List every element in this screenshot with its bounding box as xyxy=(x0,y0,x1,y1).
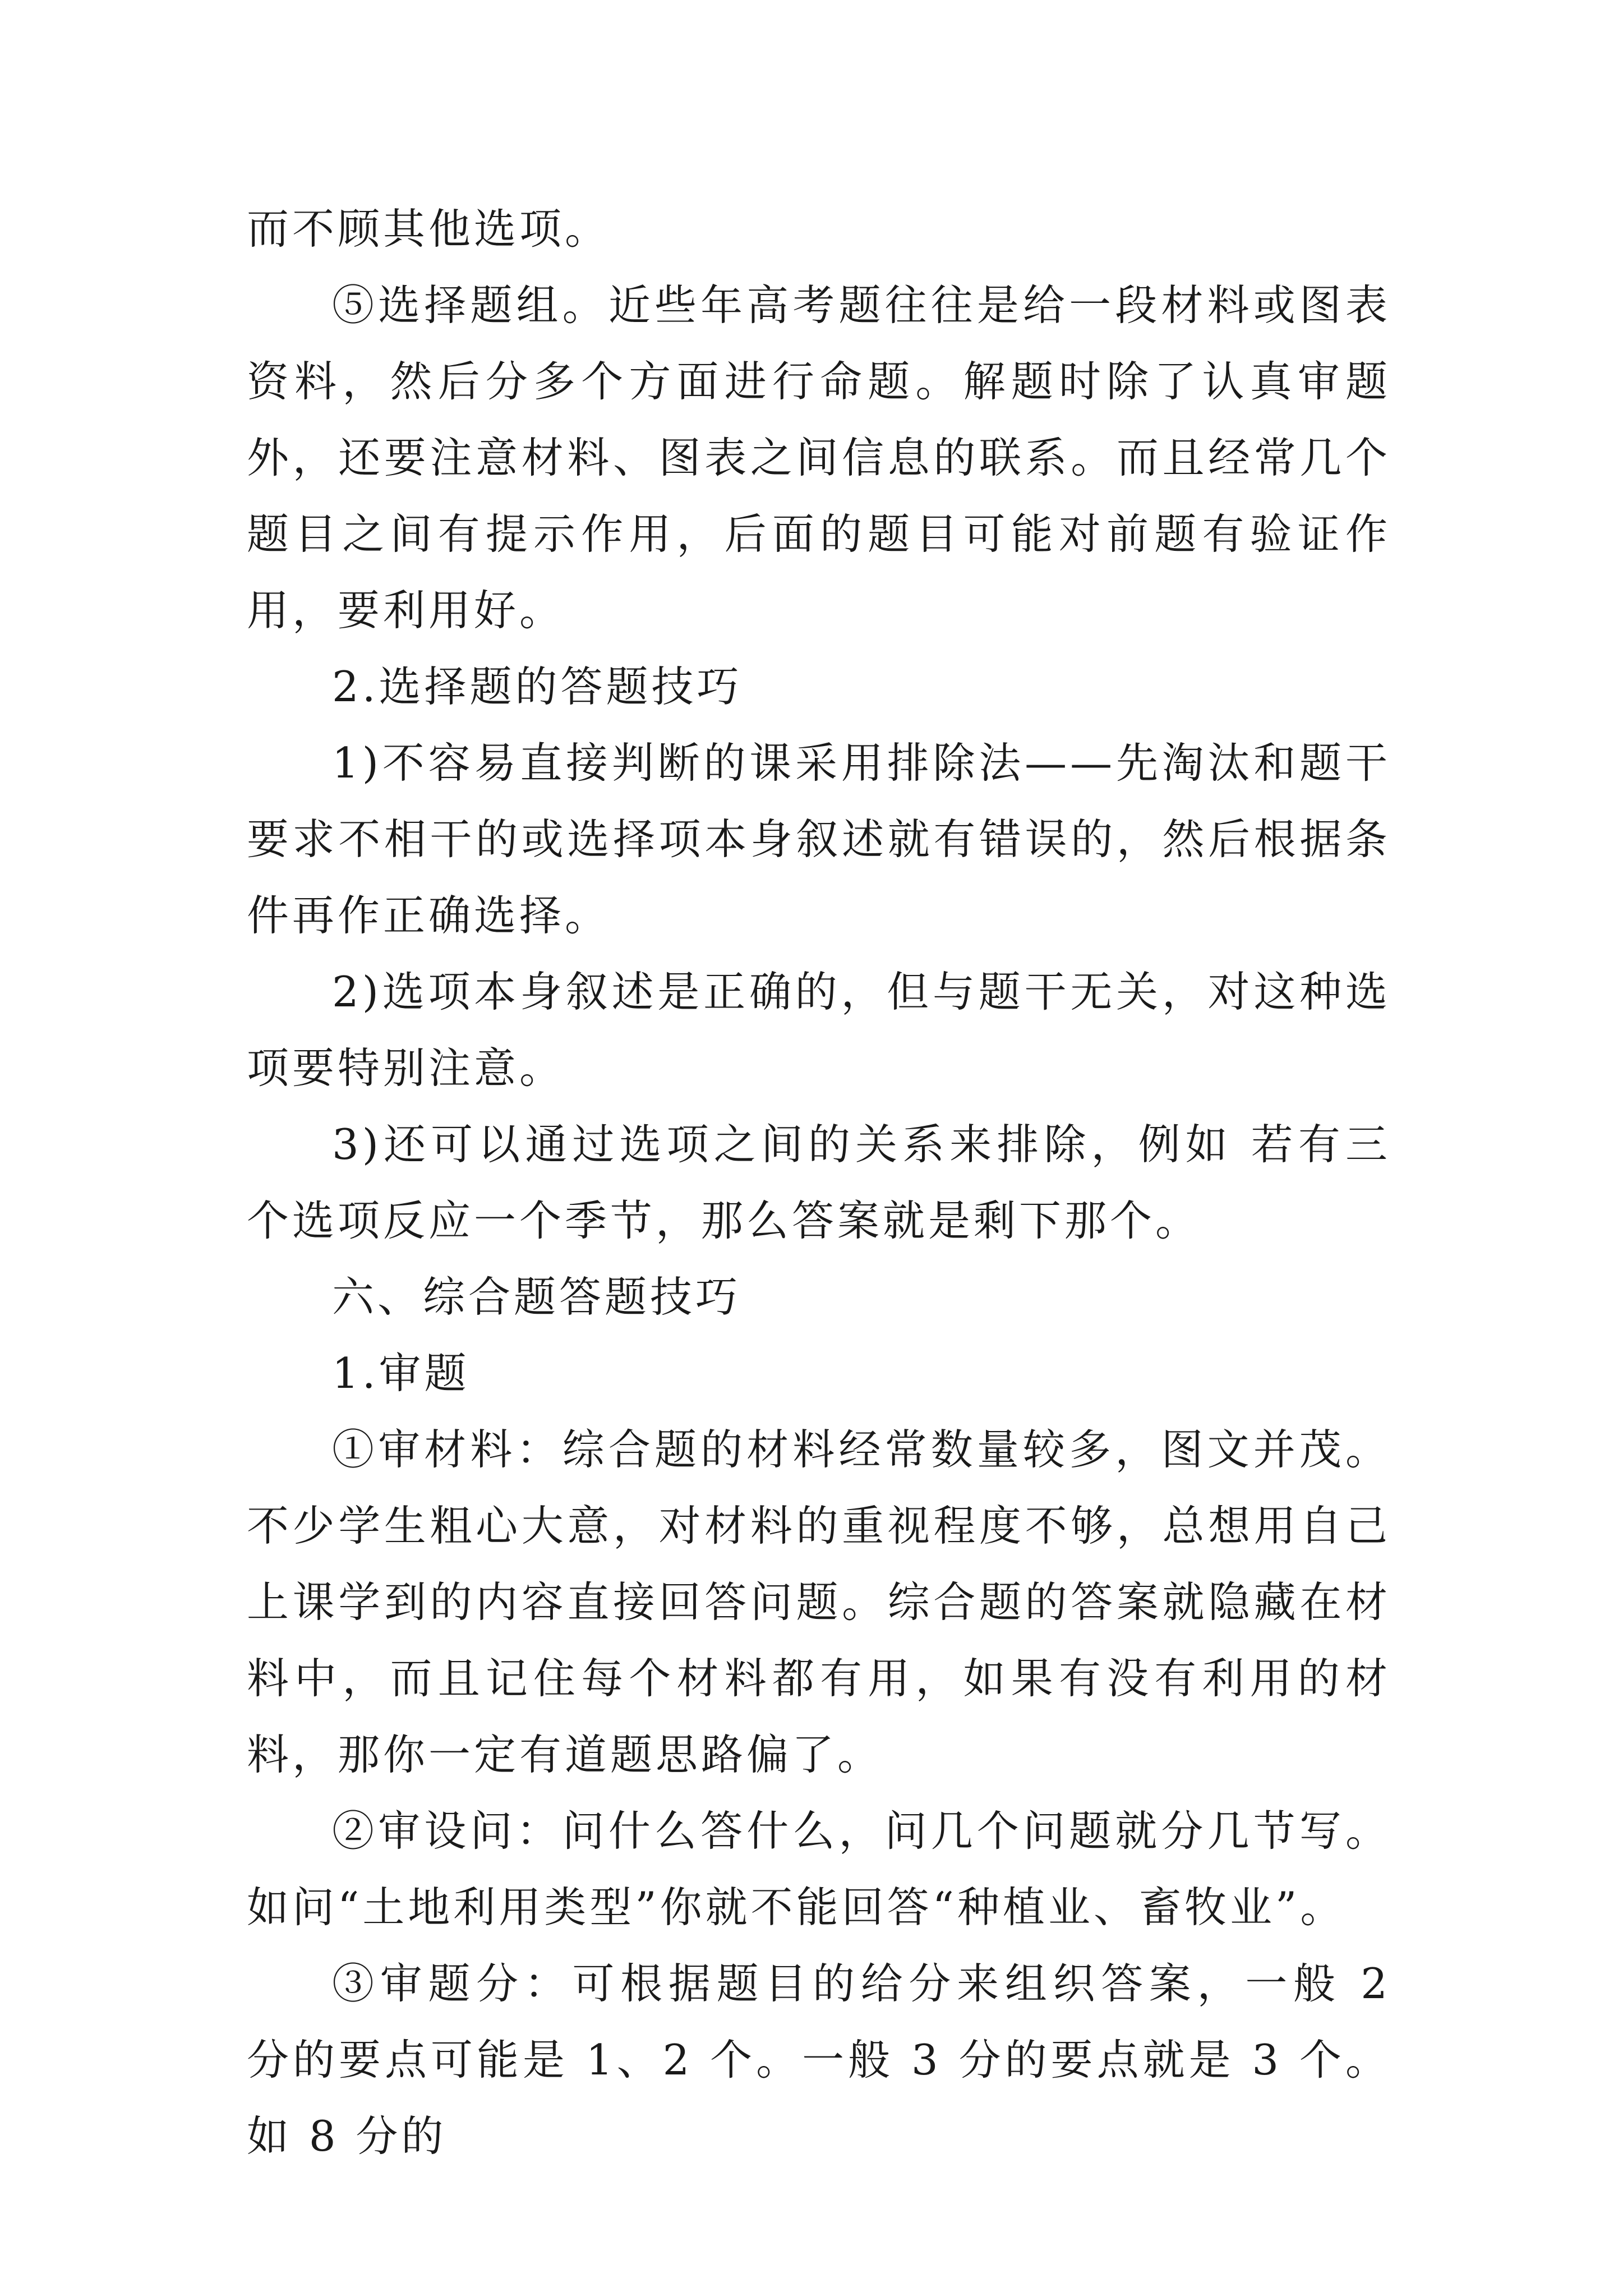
paragraph: 3)还可以通过选项之间的关系来排除，例如 若有三个选项反应一个季节，那么答案就是剩下那个。 xyxy=(247,1120,1391,1245)
paragraph: ③审题分：可根据题目的给分来组织答案，一般 2 分的要点可能是 1、2 个。一般 3 分的要点就是 3 个。如 8 分的 xyxy=(247,1959,1391,2161)
paragraph: 而不顾其他选项。 xyxy=(247,204,611,254)
section-heading: 六、综合题答题技巧 xyxy=(332,1272,741,1322)
body-text xyxy=(247,191,1391,2174)
paragraph: ⑤选择题组。近些年高考题往往是给一段材料或图表资料，然后分多个方面进行命题。解题时除了认真审题外，还要注意材料、图表之间信息的联系。而且经常几个题目之间有提示作用，后面的题目可能对前题有验证作用，要利用好。 xyxy=(247,280,1391,635)
section-heading: 2.选择题的答题技巧 xyxy=(332,662,743,711)
paragraph: ②审设问：问什么答什么，问几个问题就分几节写。如问“土地利用类型”你就不能回答“种植业、畜牧业”。 xyxy=(247,1806,1391,1932)
paragraph: 1)不容易直接判断的课采用排除法——先淘汰和题干要求不相干的或选择项本身叙述就有错误的，然后根据条件再作正确选择。 xyxy=(247,738,1391,940)
paragraph: 2)选项本身叙述是正确的，但与题干无关，对这种选项要特别注意。 xyxy=(247,967,1391,1093)
paragraph: ①审材料：综合题的材料经常数量较多，图文并茂。不少学生粗心大意，对材料的重视程度不够，总想用自己上课学到的内容直接回答问题。综合题的答案就隐藏在材料中，而且记住每个材料都有用，如果有没有利用的材料，那你一定有道题思路偏了。 xyxy=(247,1425,1391,1779)
section-heading: 1.审题 xyxy=(332,1349,470,1398)
